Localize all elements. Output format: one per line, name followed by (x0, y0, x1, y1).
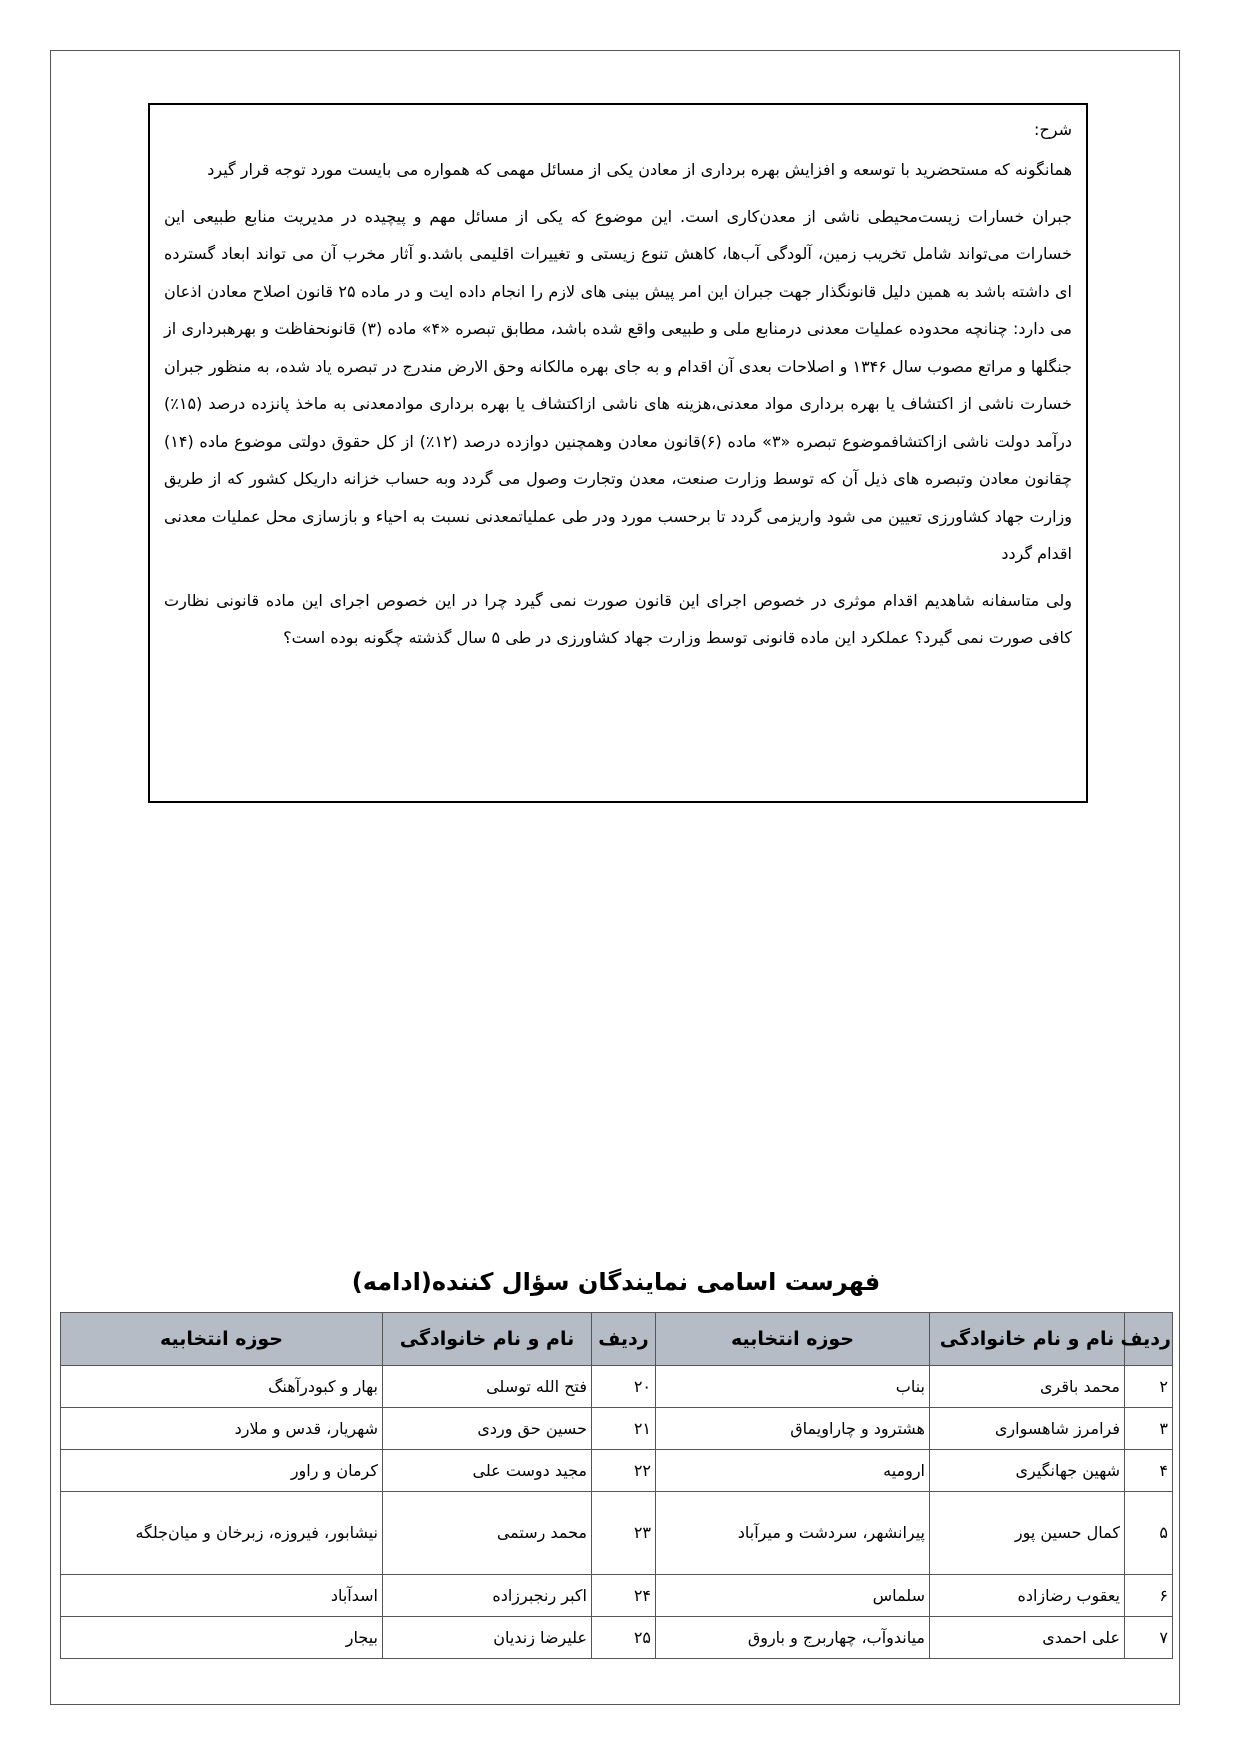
constituency: ارومیه (656, 1450, 930, 1492)
row-number: ۲ (1125, 1366, 1173, 1408)
constituency: بهار و کبودرآهنگ (61, 1366, 383, 1408)
constituency: اسدآباد (61, 1575, 383, 1617)
constituency: هشترود و چاراویماق (656, 1408, 930, 1450)
row-number: ۲۱ (592, 1408, 656, 1450)
row-number: ۲۲ (592, 1450, 656, 1492)
representative-name: مجید دوست علی (383, 1450, 592, 1492)
table-row (61, 1450, 1173, 1492)
explanation-box (148, 103, 1088, 803)
row-number: ۲۳ (592, 1492, 656, 1575)
constituency: شهریار، قدس و ملارد (61, 1408, 383, 1450)
representatives-table (60, 1312, 1173, 1659)
header-full-name: نام و نام خانوادگی (383, 1313, 592, 1366)
representative-name: حسین حق وردی (383, 1408, 592, 1450)
representative-name: یعقوب رضازاده (930, 1575, 1125, 1617)
row-number: ۵ (1125, 1492, 1173, 1575)
constituency: سلماس (656, 1575, 930, 1617)
row-number: ۳ (1125, 1408, 1173, 1450)
constituency: بیجار (61, 1617, 383, 1659)
explanation-paragraph-3: ولی متاسفانه شاهدیم اقدام موثری در خصوص اجرای این قانون صورت نمی گیرد چرا در این خصوص اجرای این ماده قانونی نظارت کافی صورت نمی گیرد؟ عملکرد این ماده قانونی توسط وزارت جهاد کشاورزی در طی ۵ سال گذشته چگونه بوده است؟ (164, 590, 1072, 647)
header-constituency: حوزه انتخابیه (656, 1313, 930, 1366)
representative-name: فتح الله توسلی (383, 1366, 592, 1408)
header-constituency: حوزه انتخابیه (61, 1313, 383, 1366)
table-row (61, 1617, 1173, 1659)
representative-name: اکبر رنجبرزاده (383, 1575, 592, 1617)
table-header-row (61, 1313, 1173, 1366)
constituency: کرمان و راور (61, 1450, 383, 1492)
representative-name: علیرضا زندیان (383, 1617, 592, 1659)
constituency: بناب (656, 1366, 930, 1408)
constituency: پیرانشهر، سردشت و میرآباد (656, 1492, 930, 1575)
header-row-number: ردیف (592, 1313, 656, 1366)
table-row (61, 1492, 1173, 1575)
explanation-label: شرح: (1034, 120, 1072, 139)
row-number: ۲۵ (592, 1617, 656, 1659)
explanation-paragraph-1: همانگونه که مستحضرید با توسعه و افزایش بهره برداری از معادن یکی از مسائل مهمی که همواره می بایست مورد توجه قرار گیرد (207, 160, 1072, 179)
row-number: ۶ (1125, 1575, 1173, 1617)
table-row (61, 1408, 1173, 1450)
constituency: میاندوآب، چهاربرج و باروق (656, 1617, 930, 1659)
explanation-paragraph-2: جبران خسارات زیست‌محیطی ناشی از معدن‌کاری است. این موضوع که یکی از مسائل مهم و پیچیده در مدیریت منابع طبیعی این خسارات می‌تواند شامل تخریب زمین، آلودگی آب‌ها، کاهش تنوع زیستی و تغییرات اقلیمی باشد.و آثار مخرب آن می تواند ابعاد گسترده ای داشته باشد به همین دلیل قانونگذار جهت جبران این امر پیش بینی های لازم را انجام داده ایت و در ماده ۲۵ قانون اصلاح معادن اذعان می دارد: چنانچه محدوده عملیات معدنی درمنابع ملی و طبیعی واقع شده باشد، مطابق تبصره «۴» ماده (۳) قانونحفاظت و بهرهبرداری از جنگلها و مراتع مصوب سال ۱۳۴۶ و اصلاحات بعدی آن اقدام و به جای بهره مالکانه وحق الارض مندرج در تبصره یاد شده، به منظور جبران خسارت ناشی از اکتشاف یا بهره برداری مواد معدنی،هزینه های ناشی ازاکتشاف یا بهره برداری موادمعدنی به ماخذ پانزده درصد (۱۵٪) درآمد دولت ناشی ازاکتشافموضوع تبصره «۳» ماده (۶)قانون معادن وهمچنین دوازده درصد (۱۲٪) از کل حقوق دولتی موضوع ماده (۱۴) چقانون معادن وتبصره های ذیل آن که توسط وزارت صنعت، معدن وتجارت وصول می گردد وبه حساب خزانه داریکل کشور که از طریق وزارت جهاد کشاورزی تعیین می شود واریزمی گردد تا برحسب مورد ودر طی عملیاتمعدنی نسبت به احیاء و بازسازی محل عملیات معدنی اقدام گردد (164, 206, 1073, 563)
row-number: ۷ (1125, 1617, 1173, 1659)
representatives-list-title: فهرست اسامی نمایندگان سؤال کننده(ادامه) (351, 1268, 881, 1296)
row-number: ۲۴ (592, 1575, 656, 1617)
representative-name: کمال حسین پور (930, 1492, 1125, 1575)
row-number: ۴ (1125, 1450, 1173, 1492)
header-row-number: ردیف (1125, 1313, 1173, 1366)
representative-name: فرامرز شاهسواری (930, 1408, 1125, 1450)
representative-name: محمد باقری (930, 1366, 1125, 1408)
table-row (61, 1575, 1173, 1617)
representative-name: علی احمدی (930, 1617, 1125, 1659)
constituency: نیشابور، فیروزه، زبرخان و میان‌جلگه (61, 1492, 383, 1575)
representative-name: شهین جهانگیری (930, 1450, 1125, 1492)
row-number: ۲۰ (592, 1366, 656, 1408)
representative-name: محمد رستمی (383, 1492, 592, 1575)
header-full-name: نام و نام خانوادگی (930, 1313, 1125, 1366)
table-row (61, 1366, 1173, 1408)
